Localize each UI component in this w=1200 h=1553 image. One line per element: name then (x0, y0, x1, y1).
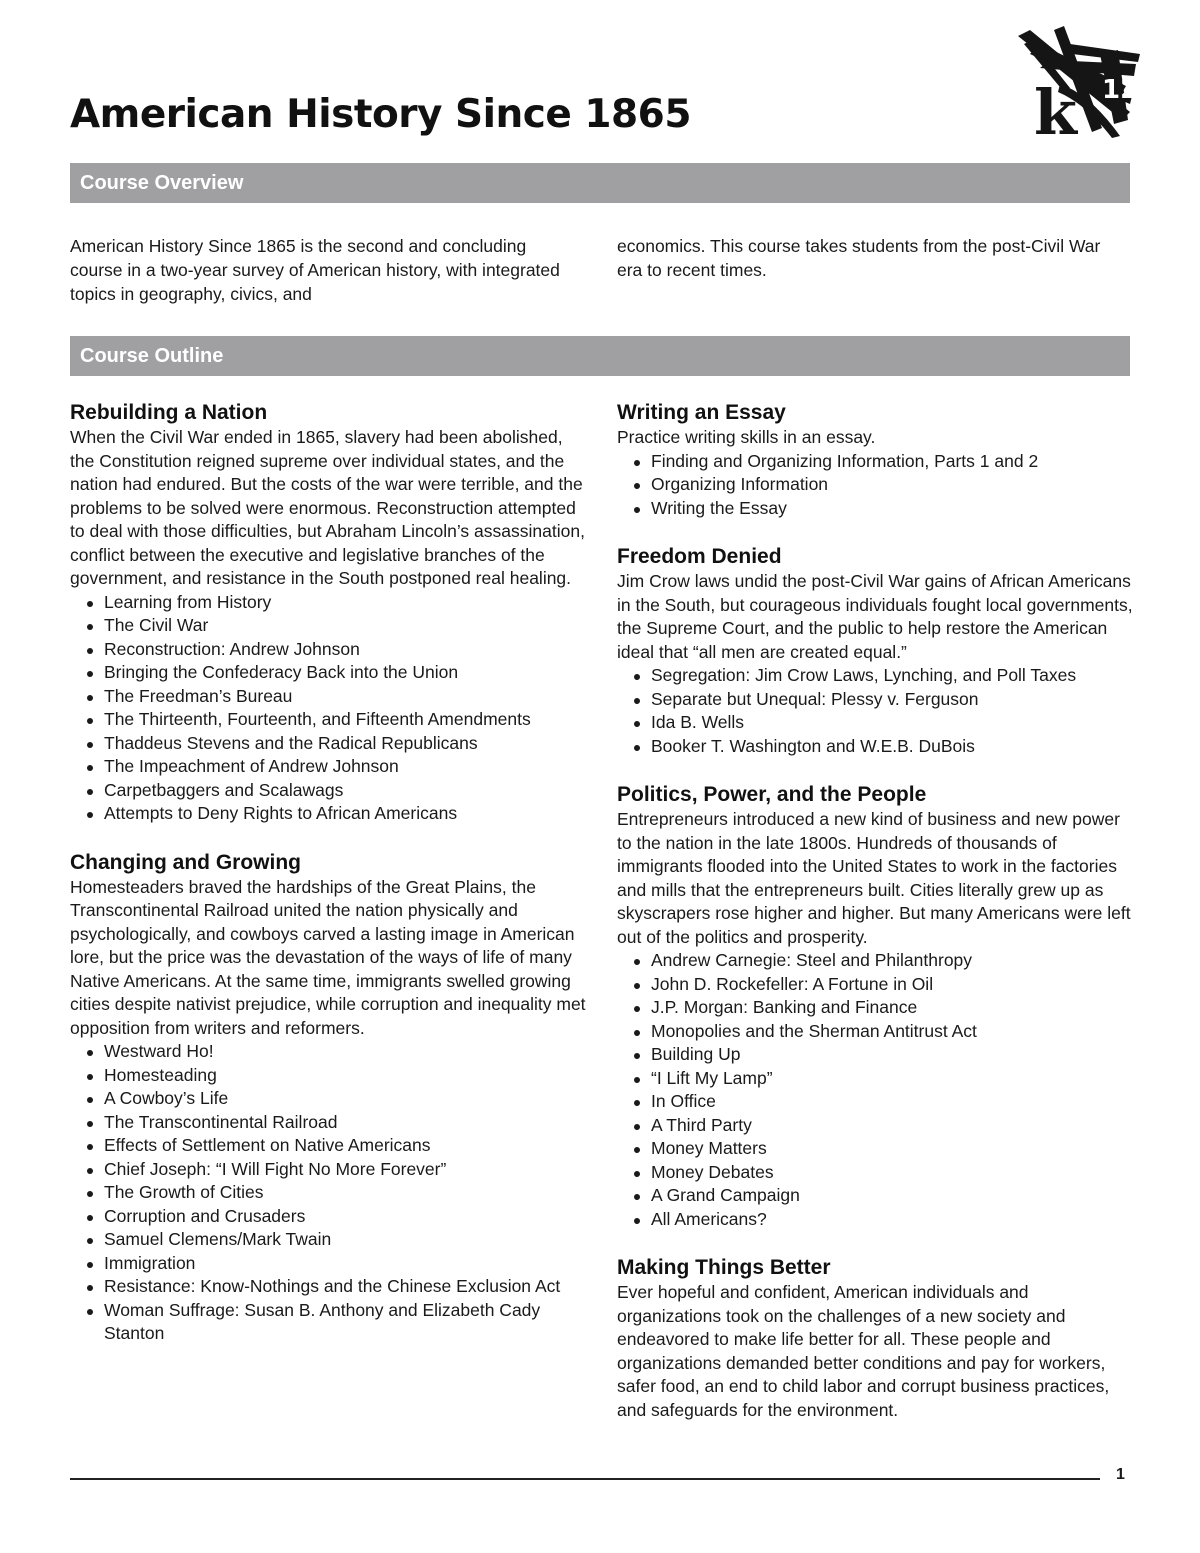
topic-list (70, 591, 590, 826)
topic-item: The Thirteenth, Fourteenth, and Fifteenth Amendments (85, 708, 590, 732)
topic-item: A Cowboy’s Life (85, 1087, 590, 1111)
topic-item: The Transcontinental Railroad (85, 1111, 590, 1135)
unit-title: Writing an Essay (617, 401, 786, 424)
topic-item: Bringing the Confederacy Back into the Union (85, 661, 590, 685)
topic-item: Homesteading (85, 1064, 590, 1088)
topic-item: A Third Party (632, 1114, 1137, 1138)
logo-letter: k (1034, 76, 1077, 142)
unit-politics-power-and-the-people (617, 782, 1137, 1231)
topic-list (617, 664, 1137, 758)
topic-item: Westward Ho! (85, 1040, 590, 1064)
topic-item: Corruption and Crusaders (85, 1205, 590, 1229)
topic-item: Money Matters (632, 1137, 1137, 1161)
unit-writing-an-essay (617, 400, 1137, 520)
topic-item: Resistance: Know-Nothings and the Chinese Exclusion Act (85, 1275, 590, 1299)
topic-item: Separate but Unequal: Plessy v. Ferguson (632, 688, 1137, 712)
topic-item: John D. Rockefeller: A Fortune in Oil (632, 973, 1137, 997)
topic-item: J.P. Morgan: Banking and Finance (632, 996, 1137, 1020)
topic-item: The Impeachment of Andrew Johnson (85, 755, 590, 779)
topic-item: Finding and Organizing Information, Parts 1 and 2 (632, 450, 1137, 474)
topic-item: Thaddeus Stevens and the Radical Republicans (85, 732, 590, 756)
topic-item: Monopolies and the Sherman Antitrust Act (632, 1020, 1137, 1044)
topic-item: The Freedman’s Bureau (85, 685, 590, 709)
course-outline-header: Course Outline (70, 336, 1130, 376)
unit-description: Jim Crow laws undid the post-Civil War gains of African Americans in the South, but courageous individuals fought local governments, the Supreme Court, and the public to help restore the American ideal that “all men are created equal.” (617, 571, 1133, 662)
topic-item: In Office (632, 1090, 1137, 1114)
course-overview-header: Course Overview (70, 163, 1130, 203)
unit-description: Entrepreneurs introduced a new kind of business and new power to the nation in the late 1800s. Hundreds of thousands of immigrants flooded into the United States to work in the factories and mills that the entrepreneurs built. Cities literally grew up as skyscrapers rose higher and higher. But many Americans were left out of the politics and prosperity. (617, 809, 1131, 947)
topic-item: A Grand Campaign (632, 1184, 1137, 1208)
topic-item: Writing the Essay (632, 497, 1137, 521)
outline-column-right (617, 400, 1137, 1446)
logo-number: 12 (1102, 75, 1139, 105)
topic-item: Money Debates (632, 1161, 1137, 1185)
topic-item: Segregation: Jim Crow Laws, Lynching, and Poll Taxes (632, 664, 1137, 688)
page-title: American History Since 1865 (70, 92, 691, 137)
topic-item: Immigration (85, 1252, 590, 1276)
outline-column-left (70, 400, 590, 1370)
unit-title: Politics, Power, and the People (617, 783, 927, 806)
topic-item: Woman Suffrage: Susan B. Anthony and Elizabeth Cady Stanton (85, 1299, 590, 1346)
topic-item: Booker T. Washington and W.E.B. DuBois (632, 735, 1137, 759)
unit-description: Practice writing skills in an essay. (617, 427, 876, 447)
unit-title: Freedom Denied (617, 545, 782, 568)
unit-rebuilding-a-nation (70, 400, 590, 826)
unit-title: Making Things Better (617, 1256, 831, 1279)
overview-text-right: economics. This course takes students from the post-Civil War era to recent times. (617, 236, 1101, 280)
topic-item: Building Up (632, 1043, 1137, 1067)
page-number: 1 (1116, 1466, 1125, 1483)
topic-item: Samuel Clemens/Mark Twain (85, 1228, 590, 1252)
topic-list (617, 450, 1137, 521)
unit-making-things-better (617, 1255, 1137, 1422)
topic-item: Andrew Carnegie: Steel and Philanthropy (632, 949, 1137, 973)
unit-title: Changing and Growing (70, 850, 301, 874)
topic-item: All Americans? (632, 1208, 1137, 1232)
k12-logo (1010, 24, 1145, 142)
topic-item: Attempts to Deny Rights to African Americans (85, 802, 590, 826)
topic-item: “I Lift My Lamp” (632, 1067, 1137, 1091)
topic-item: The Civil War (85, 614, 590, 638)
topic-item: Learning from History (85, 591, 590, 615)
topic-item: Carpetbaggers and Scalawags (85, 779, 590, 803)
topic-item: Reconstruction: Andrew Johnson (85, 638, 590, 662)
overview-text-left: American History Since 1865 is the second and concluding course in a two-year survey of American history, with integrated topics in geography, civics, and (70, 236, 560, 304)
topic-item: The Growth of Cities (85, 1181, 590, 1205)
footer-rule (70, 1478, 1100, 1480)
unit-description: Homesteaders braved the hardships of the Great Plains, the Transcontinental Railroad united the nation physically and psychologically, and cowboys carved a lasting image in American lore, but the price was the devastation of the ways of life of many Native Americans. At the same time, immigrants swelled growing cities despite nativist prejudice, while corruption and inequality met opposition from writers and reformers. (70, 876, 586, 1038)
unit-description: Ever hopeful and confident, American individuals and organizations took on the challenges of a new society and endeavored to make life better for all. These people and organizations demanded better conditions and pay for workers, safer food, an end to child labor and corrupt business practices, and safeguards for the environment. (617, 1282, 1110, 1420)
topic-item: Effects of Settlement on Native Americans (85, 1134, 590, 1158)
unit-description: When the Civil War ended in 1865, slavery had been abolished, the Constitution reigned supreme over individual states, and the nation had endured. But the costs of the war were terrible, and the problems to be solved were enormous. Reconstruction attempted to deal with those difficulties, but Abraham Lincoln’s assassination, conflict between the executive and legislative branches of the government, and resistance in the South postponed real healing. (70, 427, 585, 588)
topic-item: Organizing Information (632, 473, 1137, 497)
unit-freedom-denied (617, 544, 1137, 758)
topic-item: Chief Joseph: “I Will Fight No More Forever” (85, 1158, 590, 1182)
topic-item: Ida B. Wells (632, 711, 1137, 735)
unit-changing-and-growing (70, 850, 590, 1346)
topic-list (617, 949, 1137, 1231)
unit-title: Rebuilding a Nation (70, 401, 268, 424)
topic-list (70, 1040, 590, 1346)
